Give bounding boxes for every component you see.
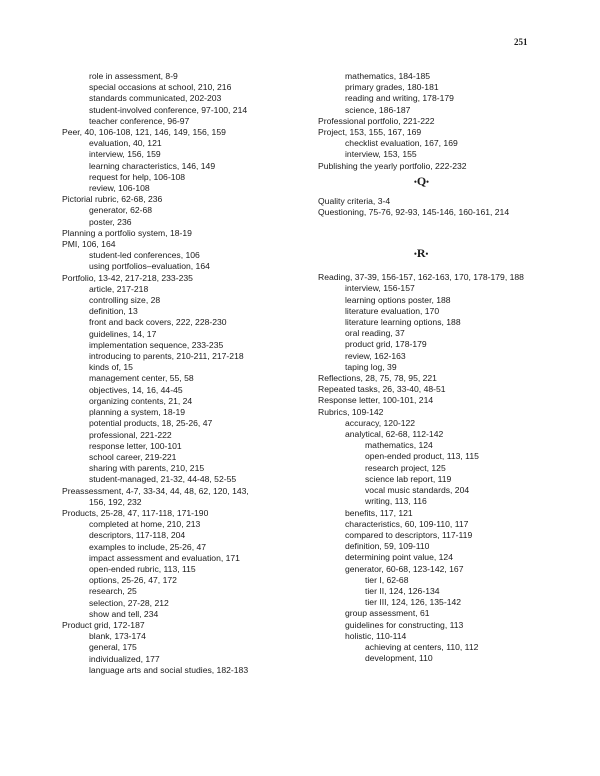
index-subentry: article, 217-218 (89, 283, 149, 294)
index-subentry: tier III, 124, 126, 135-142 (365, 597, 462, 608)
index-subentry: show and tell, 234 (89, 608, 159, 619)
section-letter-q: Q (416, 173, 427, 188)
index-subentry: learning characteristics, 146, 149 (89, 160, 216, 171)
bullet-icon: • (425, 249, 429, 259)
index-subentry: interview, 156-157 (345, 283, 415, 294)
index-subentry: student-managed, 21-32, 44-48, 52-55 (89, 474, 237, 485)
index-subentry: development, 110 (365, 653, 433, 664)
bullet-icon: • (414, 177, 417, 187)
index-subentry: vocal music standards, 204 (365, 485, 470, 496)
index-subentry: mathematics, 184-185 (345, 71, 431, 81)
index-subentry: mathematics, 124 (365, 440, 433, 451)
index-subentry: holistic, 110-114 (345, 630, 407, 641)
index-subentry: potential products, 18, 25-26, 47 (89, 418, 213, 429)
index-subentry: response letter, 100-101 (89, 440, 182, 451)
index-subentry: kinds of, 15 (89, 362, 133, 373)
index-section-q (318, 172, 578, 218)
index-subentry: request for help, 106-108 (89, 171, 186, 182)
index-subentry: introducing to parents, 210-211, 217-218 (89, 351, 244, 362)
bullet-icon: • (426, 177, 429, 187)
index-subentry: student-involved conference, 97-100, 214 (89, 104, 248, 115)
index-subentry: literature evaluation, 170 (345, 305, 440, 316)
index-entry: Portfolio, 13-42, 217-218, 233-235 (62, 272, 193, 283)
index-subentry: impact assessment and evaluation, 171 (89, 552, 240, 563)
index-entries-q (318, 196, 578, 218)
index-subentry: benefits, 117, 121 (345, 507, 413, 518)
index-subentry: objectives, 14, 16, 44-45 (89, 384, 183, 395)
index-subentry: achieving at centers, 110, 112 (365, 641, 479, 652)
index-subentry: definition, 59, 109-110 (345, 541, 430, 552)
section-letter-r: R (416, 246, 426, 261)
index-subentry: primary grades, 180-181 (345, 82, 439, 93)
index-subentry: management center, 55, 58 (89, 373, 194, 384)
index-subentry: product grid, 178-179 (345, 339, 427, 350)
index-subentry: tier I, 62-68 (365, 574, 409, 585)
index-subentry: teacher conference, 96-97 (89, 115, 190, 126)
index-entry: Peer, 40, 106-108, 121, 146, 149, 156, 159 (62, 127, 226, 138)
index-subentry: taping log, 39 (345, 361, 397, 372)
index-entry: Reflections, 28, 75, 78, 95, 221 (318, 373, 437, 384)
index-entry: Rubrics, 109-142 (318, 406, 384, 417)
index-subentry: checklist evaluation, 167, 169 (345, 138, 458, 149)
section-heading-r (318, 244, 578, 262)
index-subentry: standards communicated, 202-203 (89, 93, 222, 104)
index-entry: Project, 153, 155, 167, 169 (318, 127, 422, 138)
index-subentry: completed at home, 210, 213 (89, 519, 201, 530)
index-subentry: interview, 156, 159 (89, 149, 161, 160)
index-subentry: group assessment, 61 (345, 608, 430, 619)
index-subentry: poster, 236 (89, 216, 132, 227)
index-subentry: research project, 125 (365, 462, 446, 473)
index-subentry: open-ended rubric, 113, 115 (89, 563, 196, 574)
index-subentry: review, 106-108 (89, 183, 150, 194)
index-subentry: review, 162-163 (345, 350, 406, 361)
index-entry: Pictorial rubric, 62-68, 236 (62, 194, 163, 205)
index-subentry: individualized, 177 (89, 653, 160, 664)
page-number: 251 (514, 37, 528, 47)
index-entry: Questioning, 75-76, 92-93, 145-146, 160-161, 214 (318, 207, 510, 218)
index-entry: Preassessment, 4-7, 33-34, 44, 48, 62, 120, 143, (62, 485, 249, 496)
index-entry: Quality criteria, 3-4 (318, 195, 391, 206)
index-entry: Product grid, 172-187 (62, 619, 145, 630)
index-subentry: accuracy, 120-122 (345, 417, 416, 428)
index-subentry: controlling size, 28 (89, 295, 161, 306)
index-subentry: front and back covers, 222, 228-230 (89, 317, 227, 328)
index-entry: Professional portfolio, 221-222 (318, 115, 435, 126)
index-subentry: science, 186-187 (345, 104, 411, 115)
index-subentry: tier II, 124, 126-134 (365, 585, 440, 596)
index-section-r (318, 244, 578, 664)
index-subentry: writing, 113, 116 (365, 496, 427, 507)
bullet-icon: • (414, 249, 417, 259)
index-subentry: student-led conferences, 106 (89, 250, 200, 261)
index-subentry: determining point value, 124 (345, 552, 453, 563)
index-entry: Publishing the yearly portfolio, 222-232 (318, 160, 467, 171)
index-column-left (62, 71, 322, 676)
index-subentry: descriptors, 117-118, 204 (89, 530, 186, 541)
index-entry: Repeated tasks, 26, 33-40, 48-51 (318, 384, 446, 395)
index-subentry: language arts and social studies, 182-183 (89, 664, 249, 675)
index-entries-r (318, 272, 578, 664)
index-column-right (318, 71, 578, 664)
index-subentry: examples to include, 25-26, 47 (89, 541, 207, 552)
index-subentry: blank, 173-174 (89, 631, 146, 642)
index-subentry: analytical, 62-68, 112-142 (345, 429, 444, 440)
index-subentry: research, 25 (89, 586, 137, 597)
index-subentry: open-ended product, 113, 115 (365, 451, 479, 462)
index-entry: Response letter, 100-101, 214 (318, 395, 434, 406)
index-entry: Reading, 37-39, 156-157, 162-163, 170, 178-179, 188 (318, 272, 524, 283)
index-subentry: role in assessment, 8-9 (89, 71, 178, 81)
index-subentry: implementation sequence, 233-235 (89, 339, 224, 350)
index-subentry: sharing with parents, 210, 215 (89, 463, 205, 474)
index-subentry: learning options poster, 188 (345, 294, 451, 305)
index-subentry: generator, 60-68, 123-142, 167 (345, 563, 464, 574)
index-subentry: guidelines for constructing, 113 (345, 619, 464, 630)
index-subentry: oral reading, 37 (345, 328, 405, 339)
index-subentry: evaluation, 40, 121 (89, 138, 162, 149)
index-subentry: guidelines, 14, 17 (89, 328, 157, 339)
index-subentry: general, 175 (89, 642, 137, 653)
section-heading-q (318, 172, 578, 190)
index-entry: Planning a portfolio system, 18-19 (62, 227, 192, 238)
index-block-p (318, 71, 578, 172)
index-entry: Products, 25-28, 47, 117-118, 171-190 (62, 507, 209, 518)
index-subentry: reading and writing, 178-179 (345, 93, 454, 104)
index-subentry: characteristics, 60, 109-110, 117 (345, 518, 469, 529)
index-subentry: selection, 27-28, 212 (89, 597, 169, 608)
index-subentry: organizing contents, 21, 24 (89, 395, 193, 406)
index-subentry: school career, 219-221 (89, 451, 177, 462)
index-subentry: special occasions at school, 210, 216 (89, 82, 232, 93)
index-subentry: definition, 13 (89, 306, 138, 317)
index-subentry: science lab report, 119 (365, 473, 452, 484)
index-entry: PMI, 106, 164 (62, 239, 116, 250)
index-subentry: generator, 62-68 (89, 205, 153, 216)
index-subentry: professional, 221-222 (89, 429, 172, 440)
index-subentry: compared to descriptors, 117-119 (345, 529, 473, 540)
index-subentry: planning a system, 18-19 (89, 407, 186, 418)
index-subentry: options, 25-26, 47, 172 (89, 575, 177, 586)
index-subentry: using portfolios–evaluation, 164 (89, 261, 210, 272)
index-subentry: 156, 192, 232 (89, 496, 142, 507)
index-subentry: literature learning options, 188 (345, 317, 461, 328)
index-subentry: interview, 153, 155 (345, 149, 417, 160)
